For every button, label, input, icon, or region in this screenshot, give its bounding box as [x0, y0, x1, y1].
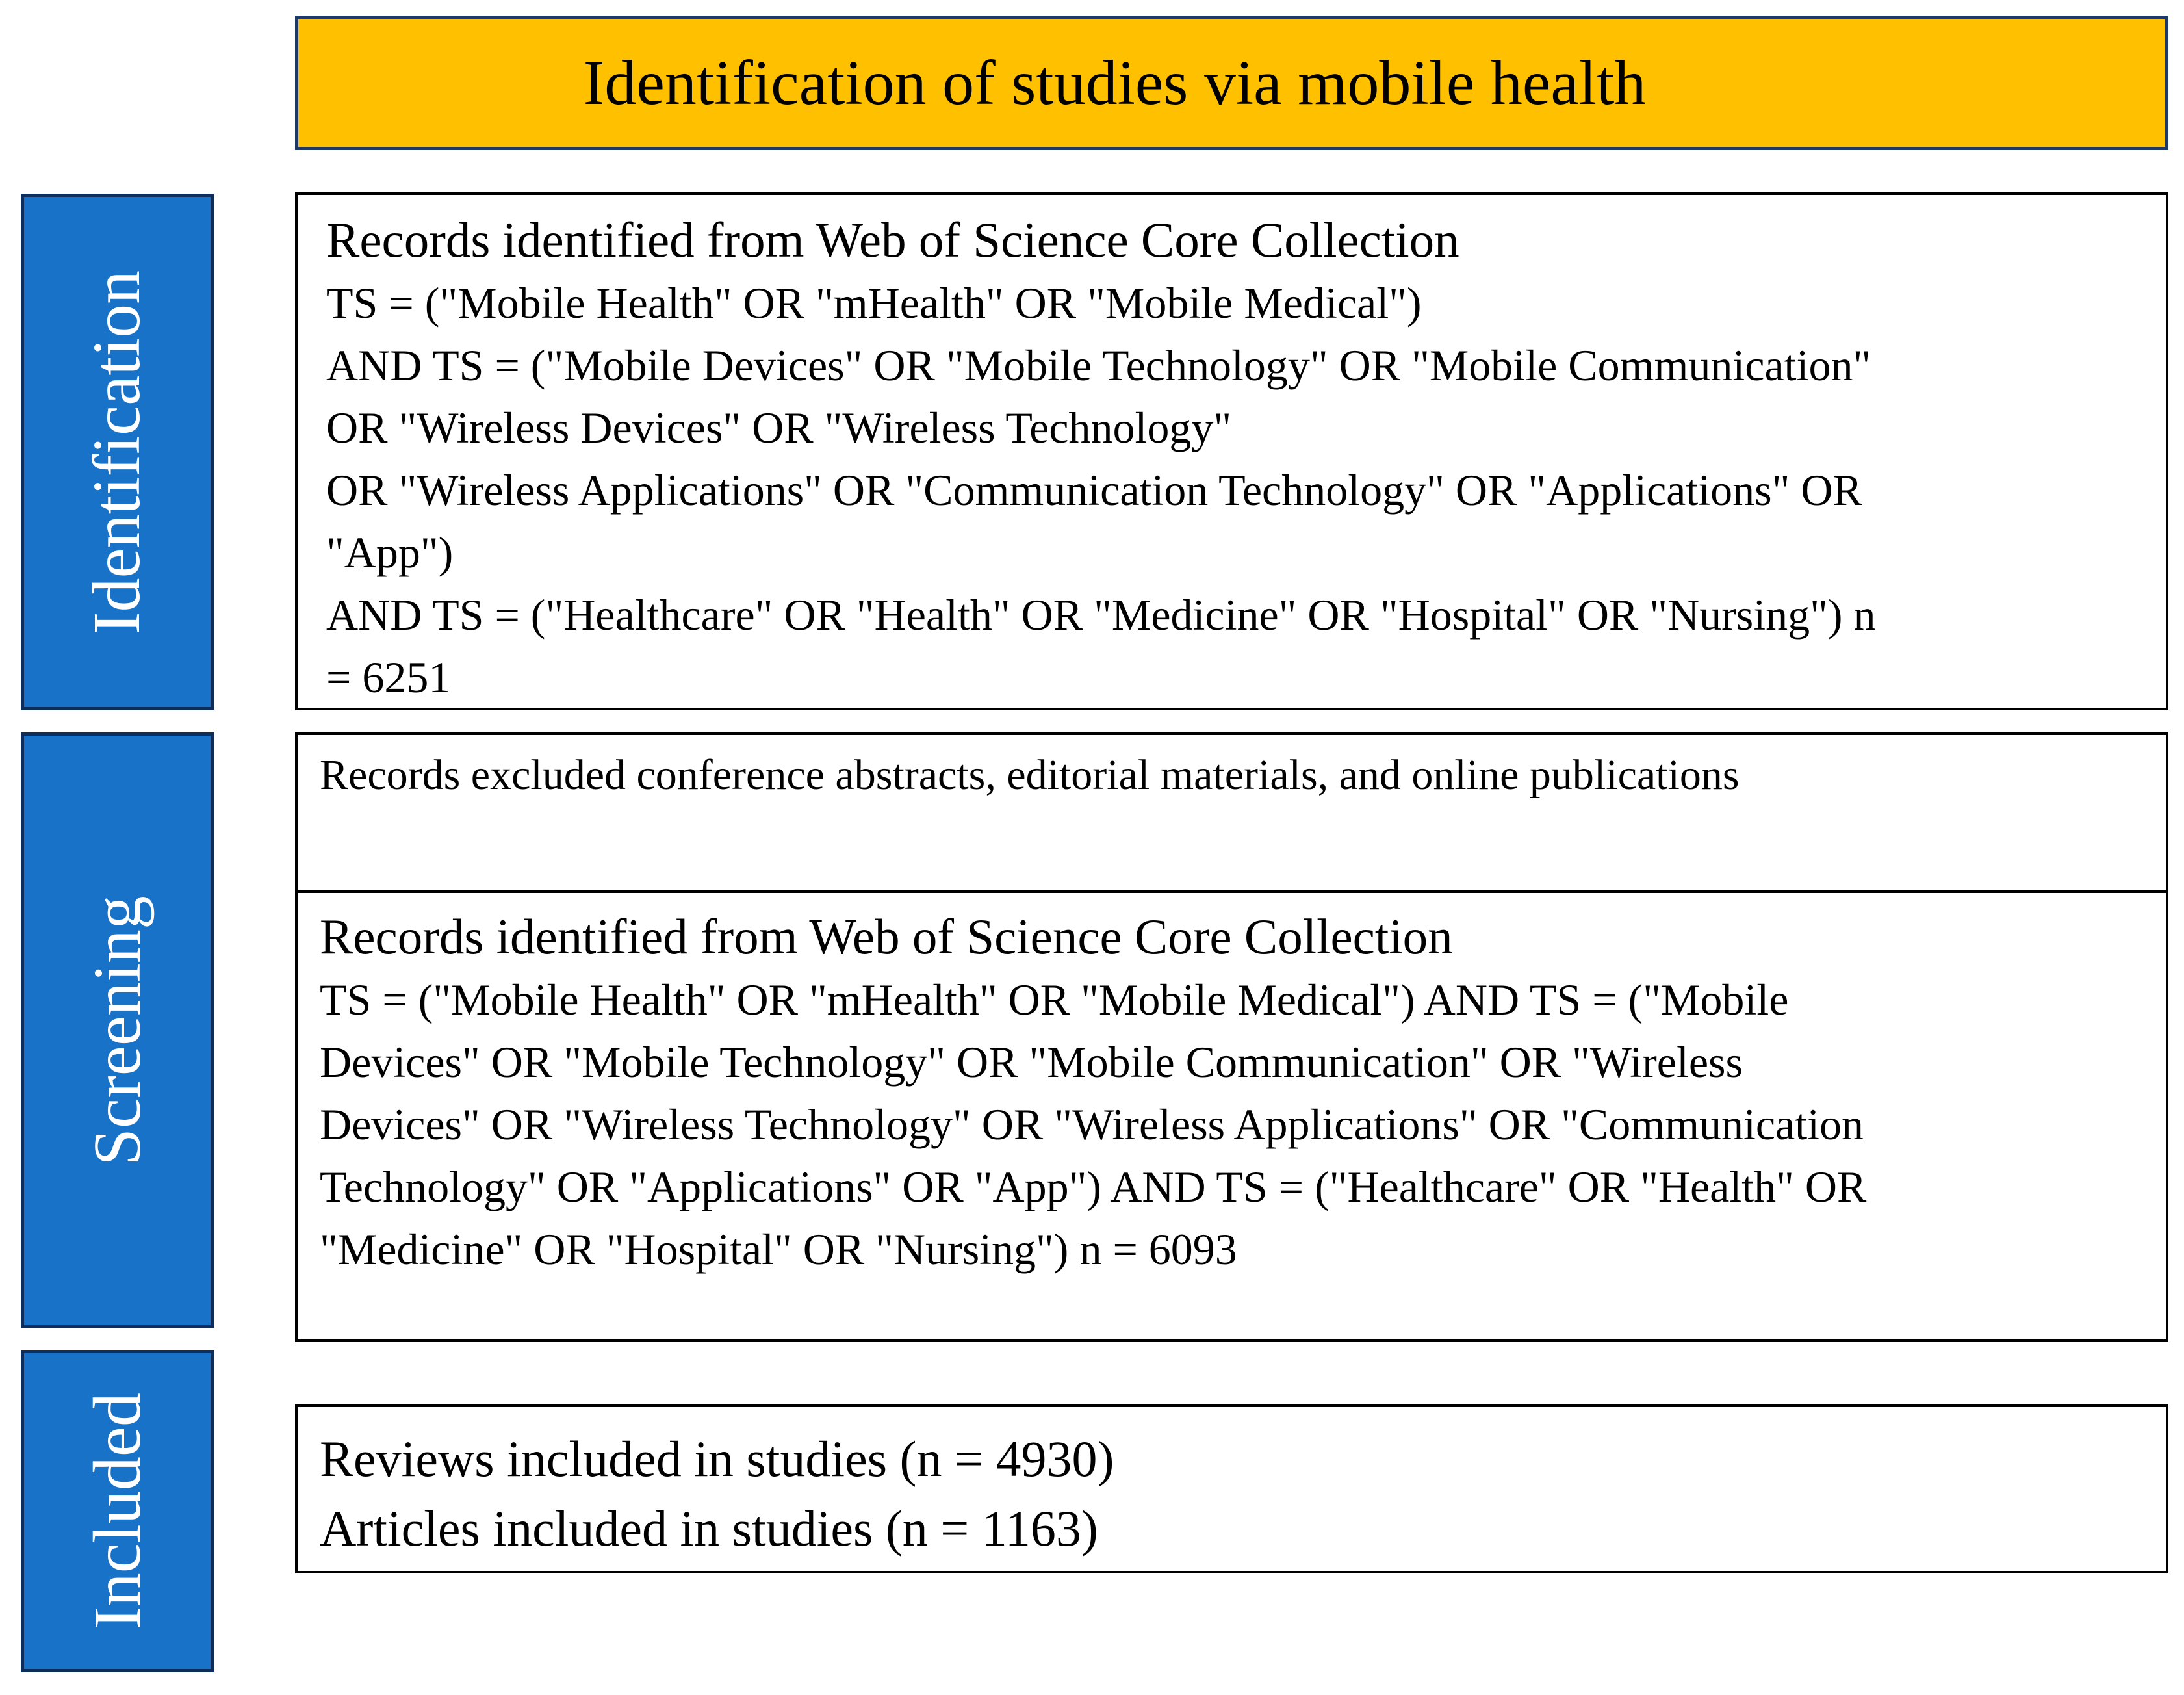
query-line: Devices" OR "Wireless Technology" OR "Wireless Applications" OR "Communication: [320, 1100, 1864, 1149]
diagram-title: Identification of studies via mobile health: [583, 47, 1647, 118]
diagram-title-box: [295, 16, 2168, 150]
query-line: "App"): [326, 528, 454, 577]
query-line: Devices" OR "Mobile Technology" OR "Mobile Communication" OR "Wireless: [320, 1037, 1743, 1087]
identification-box: [295, 192, 2168, 710]
query-line: AND TS = ("Healthcare" OR "Health" OR "Medicine" OR "Hospital" OR "Nursing") n: [326, 590, 1876, 640]
screening-heading: Records identified from Web of Science Core Collection: [320, 909, 1453, 964]
identification-heading: Records identified from Web of Science Core Collection: [326, 212, 1459, 268]
stage-screening: [21, 732, 214, 1328]
screening-excluded-box: [295, 732, 2168, 893]
record-count: "Medicine" OR "Hospital" OR "Nursing") n = 6093: [320, 1224, 1237, 1274]
screening-records-box: [295, 890, 2168, 1342]
reviews-included: Reviews included in studies (n = 4930): [320, 1430, 1114, 1487]
stage-label-identification: Identification: [79, 270, 155, 634]
articles-included: Articles included in studies (n = 1163): [320, 1500, 1098, 1557]
query-line: OR "Wireless Devices" OR "Wireless Technology": [326, 403, 1232, 452]
included-box: [295, 1404, 2168, 1573]
stage-included: [21, 1350, 214, 1672]
query-line: TS = ("Mobile Health" OR "mHealth" OR "Mobile Medical") AND TS = ("Mobile: [320, 975, 1789, 1024]
query-line: Technology" OR "Applications" OR "App") AND TS = ("Healthcare" OR "Health" OR: [320, 1162, 1867, 1211]
excluded-text: Records excluded conference abstracts, editorial materials, and online publications: [320, 751, 1740, 799]
stage-label-included: Included: [79, 1393, 155, 1629]
stage-identification: [21, 194, 214, 710]
record-count: = 6251: [326, 653, 451, 702]
query-line: AND TS = ("Mobile Devices" OR "Mobile Technology" OR "Mobile Communication": [326, 341, 1871, 390]
query-line: OR "Wireless Applications" OR "Communication Technology" OR "Applications" OR: [326, 465, 1862, 515]
query-line: TS = ("Mobile Health" OR "mHealth" OR "Mobile Medical"): [326, 278, 1422, 328]
stage-label-screening: Screening: [79, 895, 155, 1166]
